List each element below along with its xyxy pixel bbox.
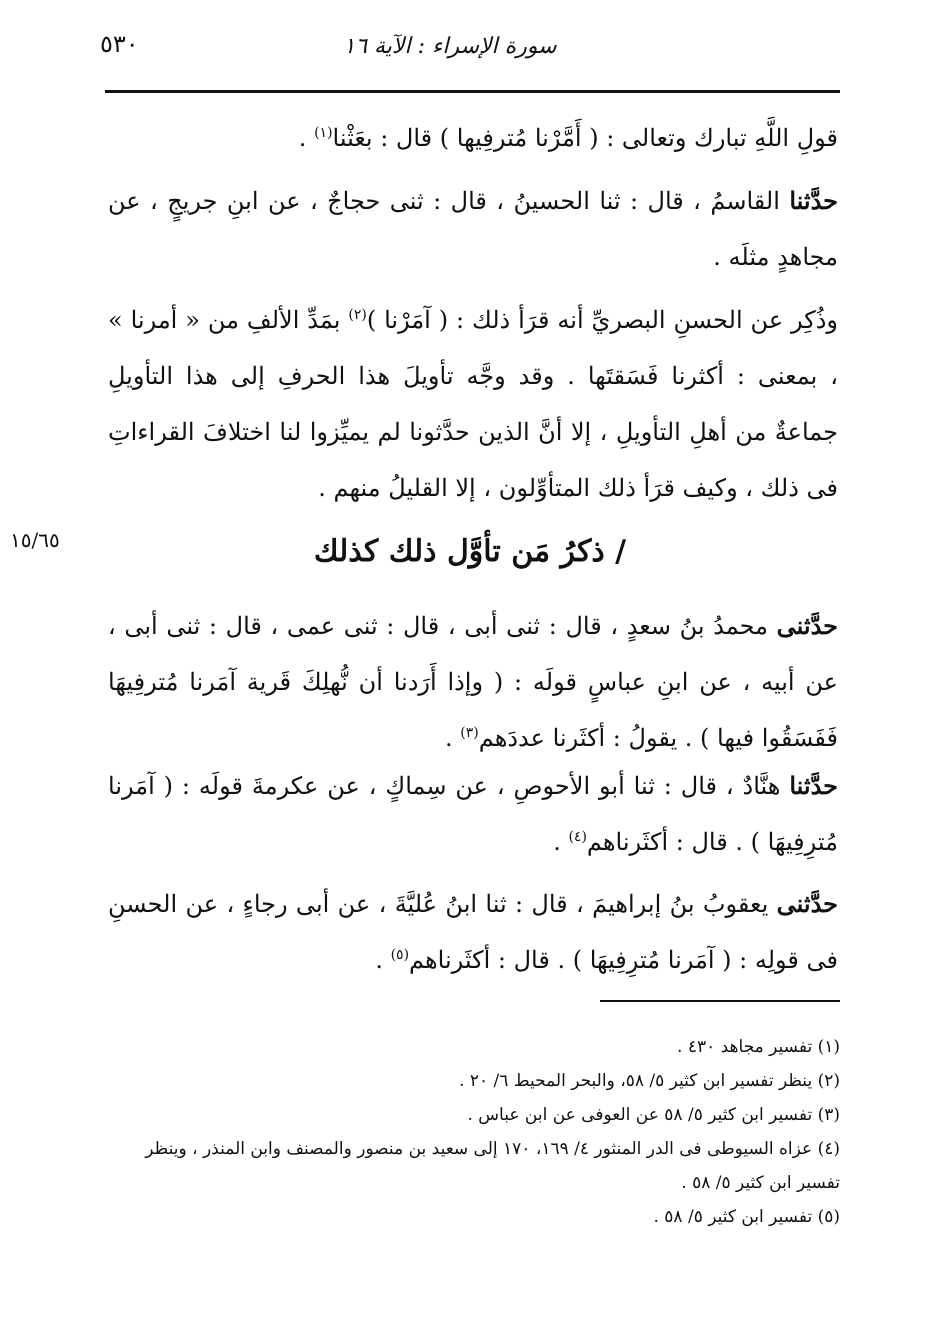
paragraph-text: هنَّادٌ ، قال : ثنا أبو الأحوصِ ، عن سِماكٍ ، عن عكرمةَ قولَه : ( آمَرنا مُترِفِيهَا ) . قال : أكثَرناهم [108, 772, 838, 856]
paragraph-tail: . [553, 828, 569, 856]
paragraph-text: وذُكِر عن الحسنِ البصريِّ أنه قرَأ ذلك : ( آمَرْنا ) [366, 306, 838, 334]
footnote-5: (٥) تفسير ابن كثير ٥/ ٥٨ . [653, 1207, 840, 1227]
margin-reference: ١٥/٦٥ [10, 528, 60, 552]
footnote-rule [600, 1000, 840, 1002]
footnote-marker: (٣) [460, 725, 479, 741]
paragraph-tail: . [445, 724, 461, 752]
paragraph-tail: بمَدِّ الألفِ من « أمرنا » ، بمعنى : أكثرنا فَسَقتَها . وقد وجَّه تأويلَ هذا الحرفِ إلى هذا التأويلِ جماعةٌ من أهلِ التأويلِ ، إلا أنَّ الذين حدَّثونا لم يميِّزوا لنا اختلافَ القراءاتِ فى ذلك ، وكيف قرَأ ذلك المتأوِّلون ، إلا القليلُ منهم . [108, 306, 838, 502]
footnote-1: (١) تفسير مجاهد ٤٣٠ . [677, 1037, 840, 1057]
footnote-2: (٢) ينظر تفسير ابن كثير ٥/ ٥٨، والبحر المحيط ٦/ ٢٠ . [459, 1071, 840, 1091]
paragraph-tail: . [375, 946, 391, 974]
paragraph-tail: . [298, 124, 315, 152]
paragraph-lead: حدَّثنى [776, 611, 838, 640]
paragraph-lead: حدَّثنا [789, 771, 838, 800]
section-heading: / ذكرُ مَن تأوَّل ذلك كذلك [313, 534, 627, 569]
footnote-marker: (٥) [390, 947, 410, 963]
footnote-4: (٤) عزاه السيوطى فى الدر المنثور ٤/ ١٦٩، ١٧٠ إلى سعيد بن منصور والمصنف وابن المنذر ، وينظر تفسير ابن كثير ٥/ ٥٨ . [145, 1139, 840, 1193]
header-rule [105, 90, 840, 93]
footnotes [120, 1030, 840, 1234]
paragraph-lead: حدَّثنا [789, 186, 838, 215]
paragraph-4 [108, 598, 838, 766]
page-number: ٥٣٠ [100, 30, 139, 58]
paragraph-5 [108, 758, 838, 870]
footnote-marker: (٢) [348, 307, 367, 323]
paragraph-tail: . [713, 243, 729, 271]
paragraph-text: قولِ اللَّهِ تبارك وتعالى : ( أَمَّرْنا مُترفِيها ) قال : بعَثْنا [332, 124, 838, 152]
paragraph-text: يعقوبُ بنُ إبراهيمَ ، قال : ثنا ابنُ عُليَّةَ ، عن أبى رجاءٍ ، عن الحسنِ فى قولِه : ( آمَرنا مُترِفِيهَا ) . قال : أكثَرناهم [108, 890, 838, 974]
footnote-marker: (٤) [568, 829, 587, 845]
paragraph-lead: حدَّثنى [776, 889, 838, 918]
paragraph-text: القاسمُ ، قال : ثنا الحسينُ ، قال : ثنى حجاجٌ ، عن ابنِ جريجٍ ، عن مجاهدٍ مثلَه [108, 187, 838, 271]
paragraph-1 [108, 110, 838, 166]
paragraph-6 [108, 876, 838, 988]
paragraph-2 [108, 173, 838, 285]
footnote-marker: (١) [314, 125, 333, 141]
paragraph-text: محمدُ بنُ سعدٍ ، قال : ثنى أبى ، قال : ثنى عمى ، قال : ثنى أبى ، عن أبيه ، عن ابنِ عباسٍ قولَه : ( وإذا أَرَدنا أن نُّهلِكَ قَرية آمَرنا مُترفِيهَا فَفَسَقُوا فيها ) . يقولُ : أكثَرنا عددَهم [108, 612, 838, 752]
paragraph-3 [108, 292, 838, 516]
running-header-title: سورة الإسراء : الآية ١٦ [343, 34, 557, 59]
footnote-3: (٣) تفسير ابن كثير ٥/ ٥٨ عن العوفى عن ابن عباس . [467, 1105, 840, 1125]
